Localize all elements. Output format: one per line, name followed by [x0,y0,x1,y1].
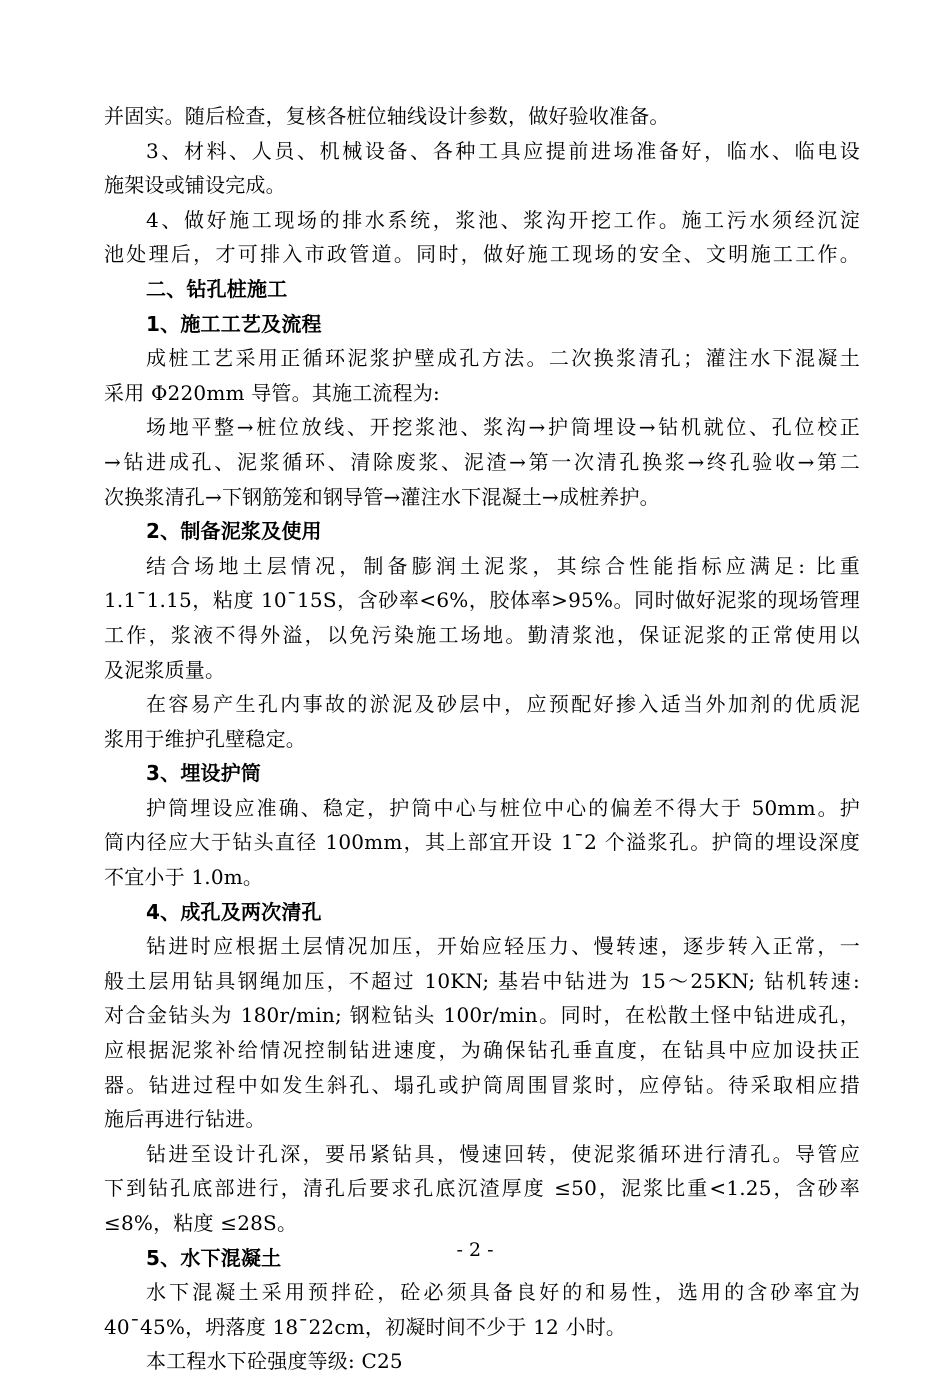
text-line: 本工程水下砼强度等级: C25 [146,1349,403,1374]
text-line: 4、做好施工现场的排水系统，浆池、浆沟开挖工作。施工污水须经沉淀 [146,207,860,232]
text-line: 1.1¯1.15，粘度 10¯15S，含砂率<6%，胶体率>95%。同时做好泥浆的现场管理 [104,588,860,613]
text-line: 采用 Φ220mm 导管。其施工流程为: [104,380,440,405]
text-line: 工作，浆液不得外溢，以免污染施工场地。勤清浆池，保证泥浆的正常使用以 [104,622,860,647]
text-line: 施后再进行钻进。 [104,1107,266,1132]
document-body [104,99,860,1379]
text-line: 下到钻孔底部进行，清孔后要求孔底沉渣厚度 ≤50，泥浆比重<1.25，含砂率 [104,1176,860,1201]
text-line: 池处理后，才可排入市政管道。同时，做好施工现场的安全、文明施工工作。 [104,242,860,267]
text-line: 并固实。随后检查，复核各桩位轴线设计参数，做好验收准备。 [104,104,670,128]
text-line: 钻进至设计孔深，要吊紧钻具，慢速回转，使泥浆循环进行清孔。导管应 [146,1141,860,1166]
text-line: 场地平整→桩位放线、开挖浆池、浆沟→护筒埋设→钻机就位、孔位校正 [146,415,860,440]
section-heading: 二、钻孔桩施工 [146,276,288,301]
text-line: 般土层用钻具钢绳加压，不超过 10KN; 基岩中钻进为 15～25KN; 钻机转速: [104,968,860,993]
text-line: 应根据泥浆补给情况控制钻进速度，为确保钻孔垂直度，在钻具中应加设扶正 [104,1038,860,1063]
text-line: 器。钻进过程中如发生斜孔、塌孔或护筒周围冒浆时，应停钻。待采取相应措 [104,1072,860,1097]
text-line: 在容易产生孔内事故的淤泥及砂层中，应预配好掺入适当外加剂的优质泥 [146,692,860,717]
section-heading: 5、水下混凝土 [146,1245,282,1270]
text-line: 施架设或铺设完成。 [104,173,286,198]
text-line: 钻进时应根据土层情况加压，开始应轻压力、慢转速，逐步转入正常，一 [146,934,860,959]
section-heading: 1、施工工艺及流程 [146,311,322,336]
text-line: 结合场地土层情况，制备膨润土泥浆，其综合性能指标应满足: 比重 [146,553,860,578]
text-line: 筒内径应大于钻头直径 100mm，其上部宜开设 1¯2 个溢浆孔。护筒的埋设深度 [104,830,860,855]
text-line: 护筒埋设应准确、稳定，护筒中心与桩位中心的偏差不得大于 50mm。护 [146,795,860,820]
text-line: 对合金钻头为 180r/min; 钢粒钻头 100r/min。同时，在松散土怪中钻进成孔， [104,1003,860,1028]
text-line: 次换浆清孔→下钢筋笼和钢导管→灌注水下混凝土→成桩养护。 [104,484,660,509]
text-line: →钻进成孔、泥浆循环、清除废浆、泥渣→第一次清孔换浆→终孔验收→第二 [104,449,860,474]
text-line: 水下混凝土采用预拌砼，砼必须具备良好的和易性，选用的含砂率宜为 [146,1280,860,1305]
section-heading: 2、制备泥浆及使用 [146,519,322,544]
text-line: 浆用于维护孔壁稳定。 [104,726,306,751]
text-line: 40¯45%，坍落度 18¯22cm，初凝时间不少于 12 小时。 [104,1314,627,1339]
text-line: 及泥浆质量。 [104,657,226,682]
text-line: ≤8%，粘度 ≤28S。 [104,1211,298,1235]
text-line: 3、材料、人员、机械设备、各种工具应提前进场准备好，临水、临电设 [146,138,860,163]
text-line: 不宜小于 1.0m。 [104,865,264,890]
section-heading: 3、埋设护筒 [146,761,262,786]
page-number: - 2 - [456,1239,494,1261]
section-heading: 4、成孔及两次清孔 [146,899,322,924]
text-line: 成桩工艺采用正循环泥浆护壁成孔方法。二次换浆清孔；灌注水下混凝土 [146,346,860,371]
